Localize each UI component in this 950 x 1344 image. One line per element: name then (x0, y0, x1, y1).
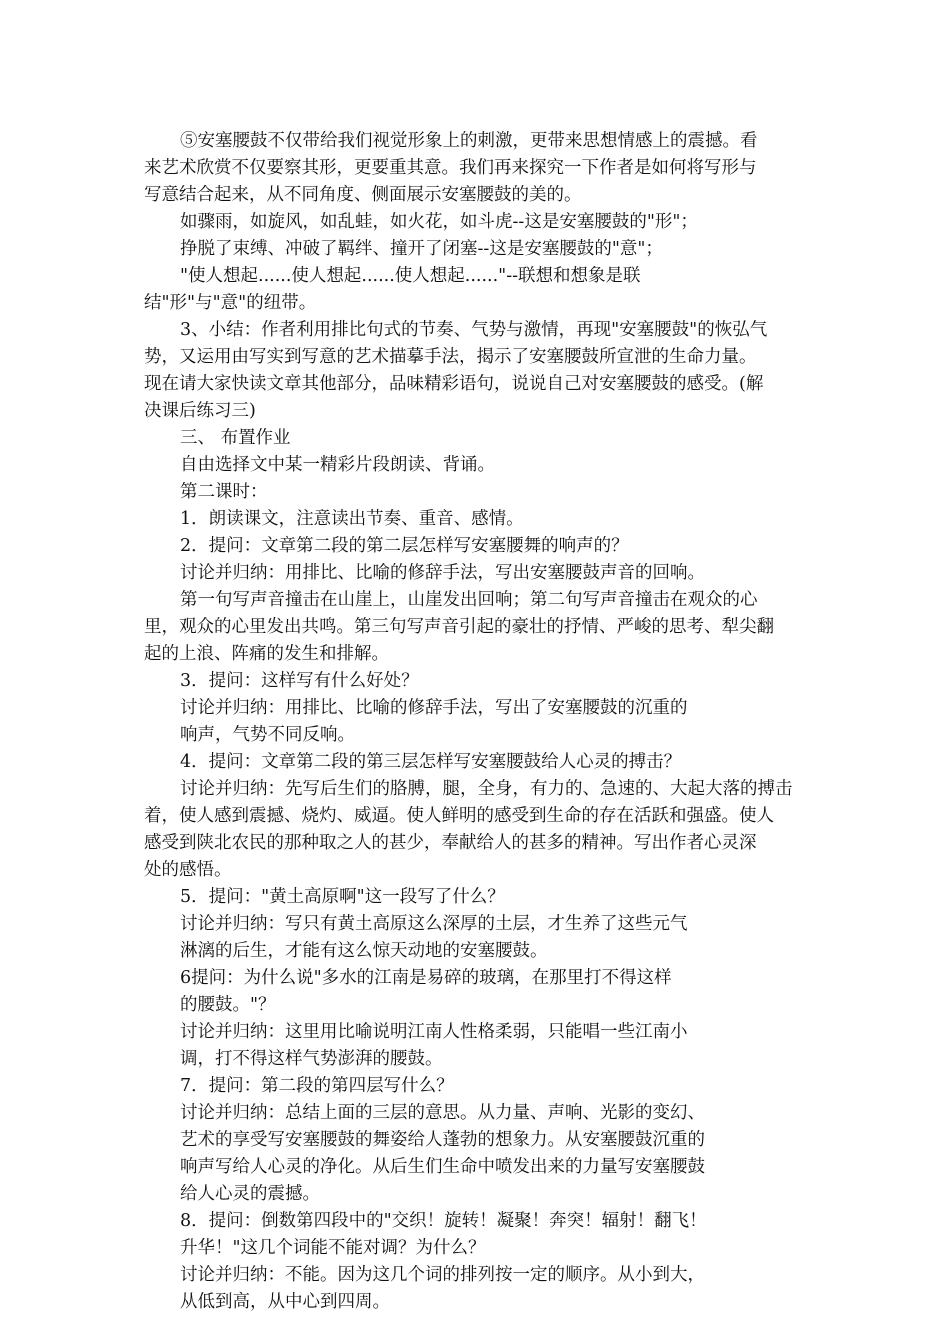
paragraph-line: 讨论并归纳：总结上面的三层的意思。从力量、声响、光影的变幻、 (180, 1103, 705, 1123)
paragraph-line: 挣脱了束缚、冲破了羁绊、撞开了闭塞--这是安塞腰鼓的"意"； (180, 239, 663, 259)
paragraph-line: 讨论并归纳：用排比、比喻的修辞手法，写出了安塞腰鼓的沉重的 (180, 698, 688, 718)
paragraph-line: 响声写给人心灵的净化。从后生们生命中喷发出来的力量写安塞腰鼓 (180, 1157, 705, 1177)
paragraph-line: 讨论并归纳：这里用比喻说明江南人性格柔弱，只能唱一些江南小 (180, 1022, 688, 1042)
section-heading: 第二课时： (180, 482, 268, 502)
paragraph-line: "使人想起......使人想起......使人想起......"--联想和想象是联 (180, 266, 641, 286)
paragraph-line: 淋漓的后生，才能有这么惊天动地的安塞腰鼓。 (180, 941, 548, 961)
paragraph-line: 调，打不得这样气势澎湃的腰鼓。 (180, 1049, 443, 1069)
paragraph-line: 里，观众的心里发出共鸣。第三句写声音引起的豪壮的抒情、严峻的思考、犁尖翻 (144, 617, 774, 637)
paragraph-line: 从低到高，从中心到四周。 (180, 1292, 390, 1312)
paragraph-line: 5．提问："黄土高原啊"这一段写了什么？ (180, 887, 505, 907)
paragraph-line: 着，使人感到震撼、烧灼、威逼。使人鲜明的感受到生命的存在活跃和强盛。使人 (144, 806, 774, 826)
paragraph-line: 2．提问：文章第二段的第二层怎样写安塞腰舞的响声的？ (180, 536, 629, 556)
paragraph-line: 决课后练习三) (144, 401, 256, 421)
paragraph-line: 来艺术欣赏不仅要察其形，更要重其意。我们再来探究一下作者是如何将写形与 (144, 158, 757, 178)
paragraph-line: 的腰鼓。"？ (180, 995, 276, 1015)
paragraph-line: 讨论并归纳：先写后生们的胳膊，腿，全身，有力的、急速的、大起大落的搏击 (180, 779, 793, 799)
paragraph-line: 3．提问：这样写有什么好处？ (180, 671, 419, 691)
paragraph-line: 写意结合起来，从不同角度、侧面展示安塞腰鼓的美的。 (144, 185, 582, 205)
paragraph-line: 结"形"与"意"的纽带。 (144, 293, 317, 313)
paragraph-line: 4．提问：文章第二段的第三层怎样写安塞腰鼓给人心灵的搏击？ (180, 752, 682, 772)
paragraph-line: 3、小结：作者利用排比句式的节奏、气势与激情，再现"安塞腰鼓"的恢弘气 (180, 320, 768, 340)
paragraph-line: 8．提问：倒数第四段中的"交织！旋转！凝聚！奔突！辐射！翻飞！ (180, 1211, 707, 1231)
paragraph-line: 响声，气势不同反响。 (180, 725, 355, 745)
paragraph-line: 讨论并归纳：用排比、比喻的修辞手法，写出安塞腰鼓声音的回响。 (180, 563, 705, 583)
paragraph-line: 讨论并归纳：写只有黄土高原这么深厚的土层，才生养了这些元气 (180, 914, 688, 934)
paragraph-line: 起的上浪、阵痛的发生和排解。 (144, 644, 389, 664)
paragraph-line: ⑤安塞腰鼓不仅带给我们视觉形象上的刺激，更带来思想情感上的震撼。看 (180, 131, 758, 151)
paragraph-line: 讨论并归纳：不能。因为这几个词的排列按一定的顺序。从小到大， (180, 1265, 705, 1285)
paragraph-line: 第一句写声音撞击在山崖上，山崖发出回响；第二句写声音撞击在观众的心 (180, 590, 758, 610)
paragraph-line: 自由选择文中某一精彩片段朗读、背诵。 (180, 455, 495, 475)
paragraph-line: 势，又运用由写实到写意的艺术描摹手法，揭示了安塞腰鼓所宣泄的生命力量。 (144, 347, 757, 367)
paragraph-line: 升华！"这几个词能不能对调？为什么？ (180, 1238, 486, 1258)
paragraph-line: 给人心灵的震撼。 (180, 1184, 320, 1204)
paragraph-line: 艺术的享受写安塞腰鼓的舞姿给人蓬勃的想象力。从安塞腰鼓沉重的 (180, 1130, 705, 1150)
paragraph-line: 7．提问：第二段的第四层写什么？ (180, 1076, 454, 1096)
paragraph-line: 1．朗读课文，注意读出节奏、重音、感情。 (180, 509, 524, 529)
document-body (144, 128, 814, 1316)
paragraph-line: 处的感悟。 (144, 860, 232, 880)
paragraph-line: 感受到陕北农民的那种取之人的甚少，奉献给人的甚多的精神。写出作者心灵深 (144, 833, 757, 853)
paragraph-line: 6提问：为什么说"多水的江南是易碎的玻璃，在那里打不得这样 (180, 968, 672, 988)
paragraph-line: 现在请大家快读文章其他部分，品味精彩语句，说说自己对安塞腰鼓的感受。(解 (144, 374, 764, 394)
paragraph-line: 如骤雨，如旋风，如乱蛙，如火花，如斗虎--这是安塞腰鼓的"形"； (180, 212, 698, 232)
section-heading: 三、 布置作业 (180, 428, 291, 448)
